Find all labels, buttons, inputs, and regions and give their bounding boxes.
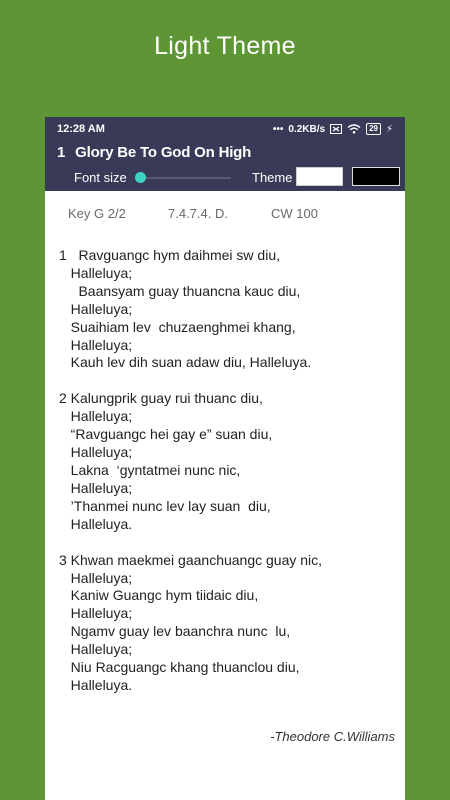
- lyric-line: Lakna ‘gyntatmei nunc nic,: [59, 461, 241, 478]
- hymn-meta: [45, 206, 405, 226]
- lyric-line: 3 Khwan maekmei gaanchuangc guay nic,: [59, 551, 323, 568]
- stanza: [59, 390, 399, 533]
- lyric-line: Halleluya;: [59, 605, 133, 622]
- lyric-line: Halleluya.: [59, 515, 133, 532]
- lyric-line: Niu Racguangc khang thuanclou diu,: [59, 659, 300, 676]
- lyric-line: Halleluya;: [59, 264, 133, 281]
- lyric-line: Halleluya;: [59, 444, 133, 461]
- hymn-meter: 7.4.7.4. D.: [168, 206, 228, 221]
- battery-icon: 29: [366, 123, 381, 135]
- lyric-line: Suaihiam lev chuzaenghmei khang,: [59, 318, 296, 335]
- lyric-line: Baansyam guay thuancna kauc diu,: [59, 282, 301, 299]
- hymn-number: 1: [57, 144, 66, 161]
- stanza: [59, 247, 399, 372]
- hymn-cw-number: CW 100: [271, 206, 318, 221]
- dark-theme-button[interactable]: [352, 167, 400, 186]
- lyric-line: ’Thanmei nunc lev lay suan diu,: [59, 497, 271, 514]
- sim-icon: [330, 124, 342, 134]
- status-time: 12:28 AM: [57, 123, 105, 135]
- lyric-line: Kauh lev dih suan adaw diu, Halleluya.: [59, 354, 312, 371]
- status-bar: [45, 117, 405, 141]
- network-speed: 0.2KB/s: [288, 123, 326, 135]
- font-size-label: Font size: [74, 170, 127, 185]
- more-dots-icon: •••: [272, 123, 284, 135]
- light-theme-button[interactable]: [296, 167, 343, 186]
- lyrics: [59, 247, 399, 713]
- lyric-line: Ngamv guay lev baanchra nunc lu,: [59, 623, 291, 640]
- lyric-line: 2 Kalungprik guay rui thuanc diu,: [59, 390, 263, 407]
- lyric-line: Halleluya;: [59, 300, 133, 317]
- lyric-line: Halleluya;: [59, 569, 133, 586]
- lyric-line: Halleluya;: [59, 479, 133, 496]
- font-size-slider-thumb[interactable]: [135, 172, 146, 183]
- author-credit: -Theodore C.Williams: [270, 729, 395, 744]
- stanza: [59, 552, 399, 695]
- lyric-line: Halleluya;: [59, 408, 133, 425]
- app-bar: [45, 141, 405, 191]
- lyric-line: “Ravguangc hei gay e” suan diu,: [59, 426, 273, 443]
- wifi-icon: [347, 124, 361, 134]
- banner-title: Light Theme: [154, 32, 296, 60]
- phone-screen: [45, 117, 405, 800]
- theme-label: Theme: [252, 170, 293, 185]
- lyric-line: Halleluya.: [59, 676, 133, 693]
- font-size-slider[interactable]: [135, 177, 231, 179]
- lyric-line: 1 Ravguangc hym daihmei sw diu,: [59, 247, 280, 263]
- lyric-line: Halleluya;: [59, 641, 133, 658]
- hymn-title: Glory Be To God On High: [75, 144, 252, 161]
- hymn-key: Key G 2/2: [68, 206, 126, 221]
- charging-icon: ⚡: [385, 123, 393, 135]
- lyric-line: Halleluya;: [59, 336, 133, 353]
- lyric-line: Kaniw Guangc hym tiidaic diu,: [59, 587, 259, 604]
- status-indicators: [273, 123, 393, 135]
- hymn-title-row: [57, 144, 251, 161]
